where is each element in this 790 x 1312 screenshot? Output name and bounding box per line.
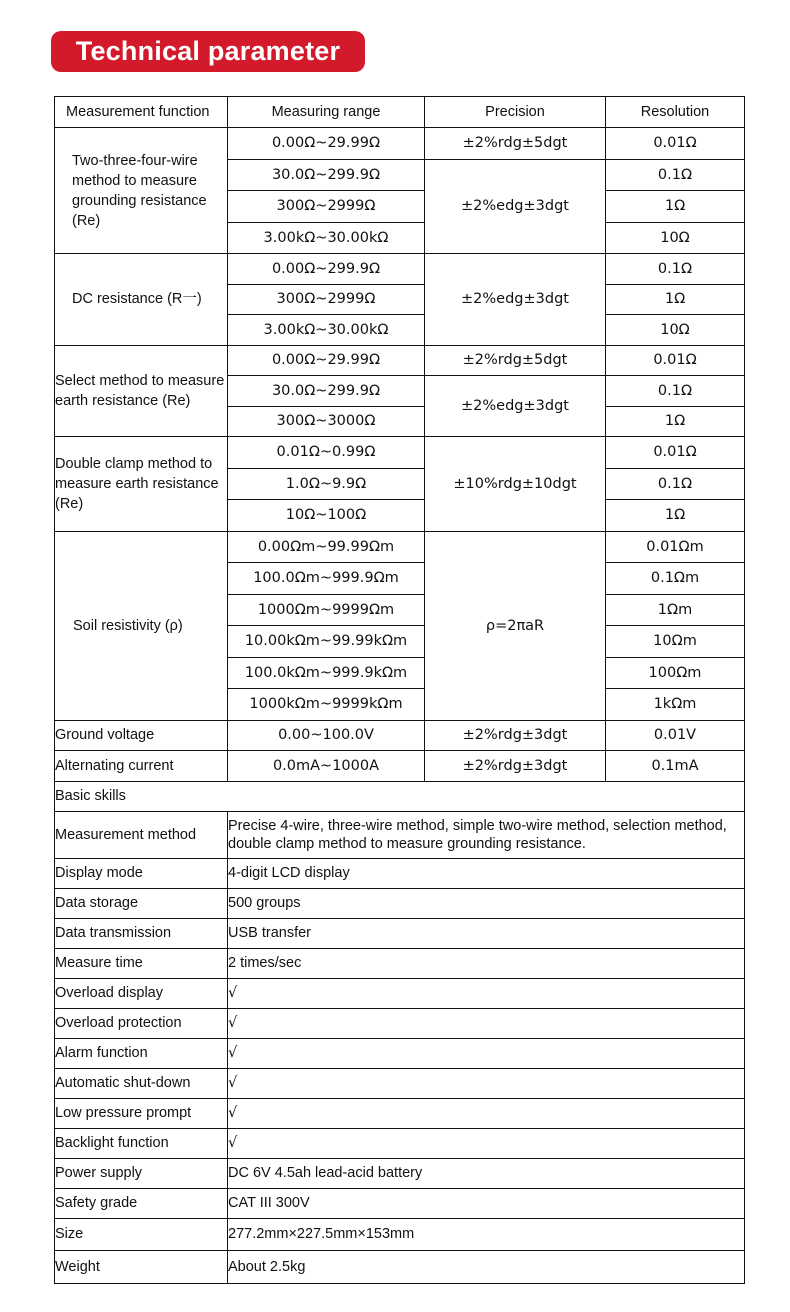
basic-value: CAT III 300V [228, 1188, 745, 1218]
basic-label: Measurement method [55, 811, 228, 858]
basic-value: 500 groups [228, 888, 745, 918]
table-row [55, 1218, 745, 1250]
basic-label: Low pressure prompt [55, 1098, 228, 1128]
basic-label: Automatic shut-down [55, 1068, 228, 1098]
resolution-cell: 0.01Ω [606, 345, 745, 376]
precision-cell: ±10%rdg±10dgt [425, 437, 606, 532]
check-mark: √ [228, 1068, 745, 1098]
table-row [55, 254, 745, 285]
basic-value: 277.2mm×227.5mm×153mm [228, 1218, 745, 1250]
function-cell: Double clamp method to measure earth resistance (Re) [55, 437, 228, 532]
table-row [55, 888, 745, 918]
table-row [55, 1250, 745, 1283]
resolution-cell: 1Ω [606, 284, 745, 315]
table-header-row [55, 97, 745, 128]
basic-label: Safety grade [55, 1188, 228, 1218]
precision-cell: ±2%rdg±3dgt [425, 720, 606, 751]
function-cell: Select method to measure earth resistance (Re) [55, 345, 228, 437]
resolution-cell: 0.01V [606, 720, 745, 751]
range-cell: 0.00Ω~29.99Ω [228, 128, 425, 160]
table-row [55, 437, 745, 469]
resolution-cell: 10Ω [606, 222, 745, 254]
header-function: Measurement function [55, 97, 228, 128]
table-row [55, 1008, 745, 1038]
basic-label: Power supply [55, 1158, 228, 1188]
range-cell: 10Ω~100Ω [228, 500, 425, 532]
check-mark: √ [228, 1008, 745, 1038]
basic-value: 4-digit LCD display [228, 858, 745, 888]
range-cell: 300Ω~2999Ω [228, 284, 425, 315]
basic-label: Data transmission [55, 918, 228, 948]
range-cell: 0.00Ω~29.99Ω [228, 345, 425, 376]
range-cell: 0.01Ω~0.99Ω [228, 437, 425, 469]
table-row [55, 858, 745, 888]
table-row [55, 345, 745, 376]
check-mark: √ [228, 1098, 745, 1128]
table-row [55, 978, 745, 1008]
check-mark: √ [228, 978, 745, 1008]
basic-label: Overload protection [55, 1008, 228, 1038]
page-title: Technical parameter [51, 31, 365, 72]
range-cell: 3.00kΩ~30.00kΩ [228, 315, 425, 346]
check-mark: √ [228, 1128, 745, 1158]
table-row [55, 918, 745, 948]
table-row [55, 1158, 745, 1188]
resolution-cell: 1Ω [606, 500, 745, 532]
resolution-cell: 10Ωm [606, 626, 745, 658]
precision-cell: ±2%rdg±5dgt [425, 128, 606, 160]
table-row [55, 1128, 745, 1158]
precision-cell: ±2%edg±3dgt [425, 254, 606, 346]
resolution-cell: 0.1Ωm [606, 563, 745, 595]
resolution-cell: 1Ωm [606, 594, 745, 626]
basic-label: Alarm function [55, 1038, 228, 1068]
range-cell: 300Ω~3000Ω [228, 406, 425, 437]
table-row [55, 1068, 745, 1098]
table-row [55, 1038, 745, 1068]
basic-label: Weight [55, 1250, 228, 1283]
range-cell: 0.0mA~1000A [228, 751, 425, 782]
precision-cell: ±2%rdg±3dgt [425, 751, 606, 782]
basic-label: Measure time [55, 948, 228, 978]
basic-value: About 2.5kg [228, 1250, 745, 1283]
resolution-cell: 0.01Ω [606, 128, 745, 160]
function-cell: Ground voltage [55, 720, 228, 751]
resolution-cell: 0.1mA [606, 751, 745, 782]
basic-label: Display mode [55, 858, 228, 888]
basic-label: Data storage [55, 888, 228, 918]
table-row [55, 128, 745, 160]
table-row [55, 948, 745, 978]
resolution-cell: 0.1Ω [606, 159, 745, 191]
basic-label: Backlight function [55, 1128, 228, 1158]
basic-value: USB transfer [228, 918, 745, 948]
check-mark: √ [228, 1038, 745, 1068]
resolution-cell: 0.01Ωm [606, 531, 745, 563]
spec-table [54, 96, 745, 1284]
function-cell: Alternating current [55, 751, 228, 782]
resolution-cell: 1kΩm [606, 689, 745, 721]
range-cell: 300Ω~2999Ω [228, 191, 425, 223]
range-cell: 10.00kΩm~99.99kΩm [228, 626, 425, 658]
header-resolution: Resolution [606, 97, 745, 128]
range-cell: 30.0Ω~299.9Ω [228, 159, 425, 191]
function-cell: Soil resistivity (ρ) [55, 531, 228, 720]
header-precision: Precision [425, 97, 606, 128]
function-cell: Two-three-four-wire method to measure grounding resistance (Re) [55, 128, 228, 254]
header-range: Measuring range [228, 97, 425, 128]
basic-skills-heading: Basic skills [55, 781, 745, 811]
basic-value: 2 times/sec [228, 948, 745, 978]
basic-value: DC 6V 4.5ah lead-acid battery [228, 1158, 745, 1188]
table-row [55, 1098, 745, 1128]
resolution-cell: 10Ω [606, 315, 745, 346]
range-cell: 1.0Ω~9.9Ω [228, 468, 425, 500]
resolution-cell: 0.1Ω [606, 468, 745, 500]
precision-cell: ±2%edg±3dgt [425, 159, 606, 254]
basic-label: Overload display [55, 978, 228, 1008]
basic-label: Size [55, 1218, 228, 1250]
range-cell: 1000kΩm~9999kΩm [228, 689, 425, 721]
range-cell: 0.00Ω~299.9Ω [228, 254, 425, 285]
resolution-cell: 0.1Ω [606, 254, 745, 285]
table-row [55, 1188, 745, 1218]
resolution-cell: 1Ω [606, 191, 745, 223]
table-row [55, 531, 745, 563]
resolution-cell: 0.1Ω [606, 376, 745, 407]
range-cell: 0.00Ωm~99.99Ωm [228, 531, 425, 563]
precision-cell: ±2%edg±3dgt [425, 376, 606, 437]
table-row [55, 811, 745, 858]
range-cell: 3.00kΩ~30.00kΩ [228, 222, 425, 254]
precision-cell: ρ=2πaR [425, 531, 606, 720]
table-row [55, 751, 745, 782]
range-cell: 100.0Ωm~999.9Ωm [228, 563, 425, 595]
range-cell: 100.0kΩm~999.9kΩm [228, 657, 425, 689]
precision-cell: ±2%rdg±5dgt [425, 345, 606, 376]
range-cell: 0.00~100.0V [228, 720, 425, 751]
range-cell: 1000Ωm~9999Ωm [228, 594, 425, 626]
table-row [55, 781, 745, 811]
function-cell: DC resistance (R一) [55, 254, 228, 346]
resolution-cell: 100Ωm [606, 657, 745, 689]
resolution-cell: 1Ω [606, 406, 745, 437]
basic-value: Precise 4-wire, three-wire method, simple two-wire method, selection method, double clamp method to measure grounding resistance. [228, 811, 745, 858]
range-cell: 30.0Ω~299.9Ω [228, 376, 425, 407]
table-row [55, 720, 745, 751]
resolution-cell: 0.01Ω [606, 437, 745, 469]
